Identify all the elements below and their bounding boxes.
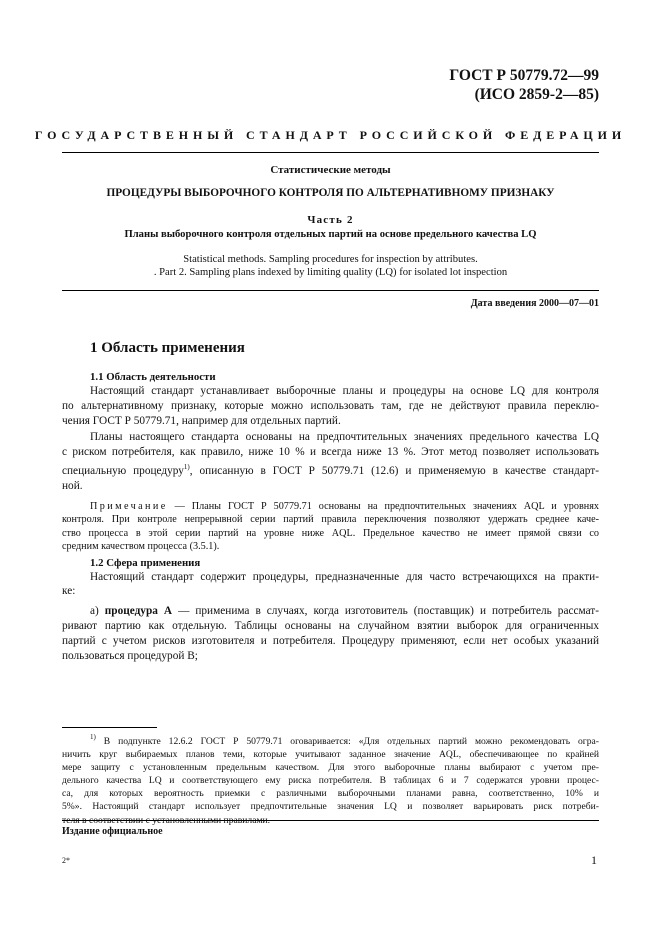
paragraph-line-with-footnote [62,460,599,479]
list-marker: а) [90,605,105,618]
paragraph-line: Планы настоящего стандарта основаны на предпочтительных значениях предельного качества LQ [90,431,599,444]
footnote-line: ничить круг выбираемых планов теми, которые учитывают заданное значение AQL, обеспечивающее по крайней [62,749,599,761]
paragraph-line: ривают партию как отдельную. Таблицы основаны на случайном взятии выборок для ограниченных [62,619,599,632]
gost-number: ГОСТ Р 50779.72—99 [449,67,599,84]
note-line [90,500,599,514]
subject-title: Статистические методы [270,164,391,176]
footnote-mark: 1) [90,733,96,741]
state-standard-title: ГОСУДАРСТВЕННЫЙ СТАНДАРТ РОССИЙСКОЙ ФЕДЕРАЦИИ [34,128,627,142]
text-fragment: — Планы ГОСТ Р 50779.71 основаны на предпочтительных значениях AQL и уровнях [167,500,599,512]
paragraph-1 [62,384,599,428]
footnote-line: са, для которых вероятность приемки с различными выборочными планами равна, соответственно, 10% и [62,788,599,800]
note-line: средним качеством процесса (3.5.1). [62,541,220,553]
bottom-divider [62,820,599,821]
footnote-line [62,731,599,748]
paragraph-line: партий с учетом рисков изготовителя и потребителя. Процедуру применяют, если нет особых указаний [62,634,599,647]
paragraph-2 [62,430,599,493]
subsection-heading-1-1: 1.1 Область деятельности [90,371,216,383]
paragraph-line: ной. [62,479,83,492]
main-title: ПРОЦЕДУРЫ ВЫБОРОЧНОГО КОНТРОЛЯ ПО АЛЬТЕРНАТИВНОМУ ПРИЗНАКУ [106,187,555,199]
note-block [62,500,599,554]
introduction-date: Дата введения 2000—07—01 [470,298,599,309]
paragraph-4 [62,604,599,663]
paragraph-line [90,604,599,619]
english-title-line-2: . Part 2. Sampling plans indexed by limiting quality (LQ) for isolated lot inspection [153,267,508,278]
paragraph-line: с риском потребителя, как правило, ниже 10 % и всегда ниже 13 %. Этот метод позволяет использовать [62,446,599,459]
text-fragment: , описанную в ГОСТ Р 50779.71 (12.6) и применяемую в качестве стандарт- [189,464,599,477]
paragraph-line: чения ГОСТ Р 50779.71, например для отдельных партий. [62,414,341,427]
part-title: Планы выборочного контроля отдельных партий на основе предельного качества LQ [124,229,537,240]
footnote-line: 5%». Настоящий стандарт использует предпочтительные значения LQ и позволяет варьировать риск потреби- [62,801,599,813]
subsection-heading-1-2: 1.2 Сфера применения [90,556,201,569]
document-number-block [449,66,599,104]
paragraph-line: Настоящий стандарт устанавливает выборочные планы и процедуры на основе LQ для контроля [90,385,599,397]
note-line: ство процесса в этой серии партий на уровне ниже AQL. Предельное качество не имеет прямой связи со [62,527,599,539]
procedure-a-label: процедура А [104,605,173,618]
paragraph-3 [62,570,599,600]
paragraph-line: Настоящий стандарт содержит процедуры, предназначенные для часто встречающихся на практи- [90,570,599,583]
footnote-line: теля в соответствии с установленными правилами. [62,814,271,826]
official-edition-label: Издание официальное [62,826,163,837]
note-label: Примечание [90,500,168,512]
section-body [62,370,599,663]
paragraph-line: по альтернативному признаку, которые можно использовать там, где не действуют правила переклю- [62,399,599,412]
iso-number: (ИСО 2859-2—85) [474,86,599,103]
note-line: контроля. При контроле непрерывной серии партий правила переключения позволяют удержать среднее каче- [62,514,599,526]
section-heading: 1 Область применения [90,340,245,356]
signature-mark: 2* [62,856,70,865]
paragraph-line: пользоваться процедурой В; [62,649,198,662]
page-number: 1 [591,853,597,867]
part-label: Часть 2 [307,214,354,226]
middle-divider [62,290,599,291]
paragraph-line: ке: [62,585,76,598]
footnote [62,731,599,827]
english-title-line-1: Statistical methods. Sampling procedures for inspection by attributes. [183,254,478,265]
footnote-divider [62,727,157,728]
top-divider [62,152,599,153]
text-fragment: — применима в случаях, когда изготовитель (поставщик) и потребитель рассмат- [172,605,599,618]
footnote-line: мере защиту с установленным предельным качеством. Для этого выборочные планы выбирают с учетом пре- [62,762,599,774]
footnote-line: дельного качества LQ и соответствующего ему риска потребителя. В таблицах 6 и 7 содержатся уровни процес- [62,775,599,787]
footnote-reference[interactable]: 1) [183,462,190,471]
text-fragment: В подпункте 12.6.2 ГОСТ Р 50779.71 оговаривается: «Для отдельных партий можно рекомендовать огра- [95,736,599,747]
text-fragment: специальную процедуру [62,464,184,477]
